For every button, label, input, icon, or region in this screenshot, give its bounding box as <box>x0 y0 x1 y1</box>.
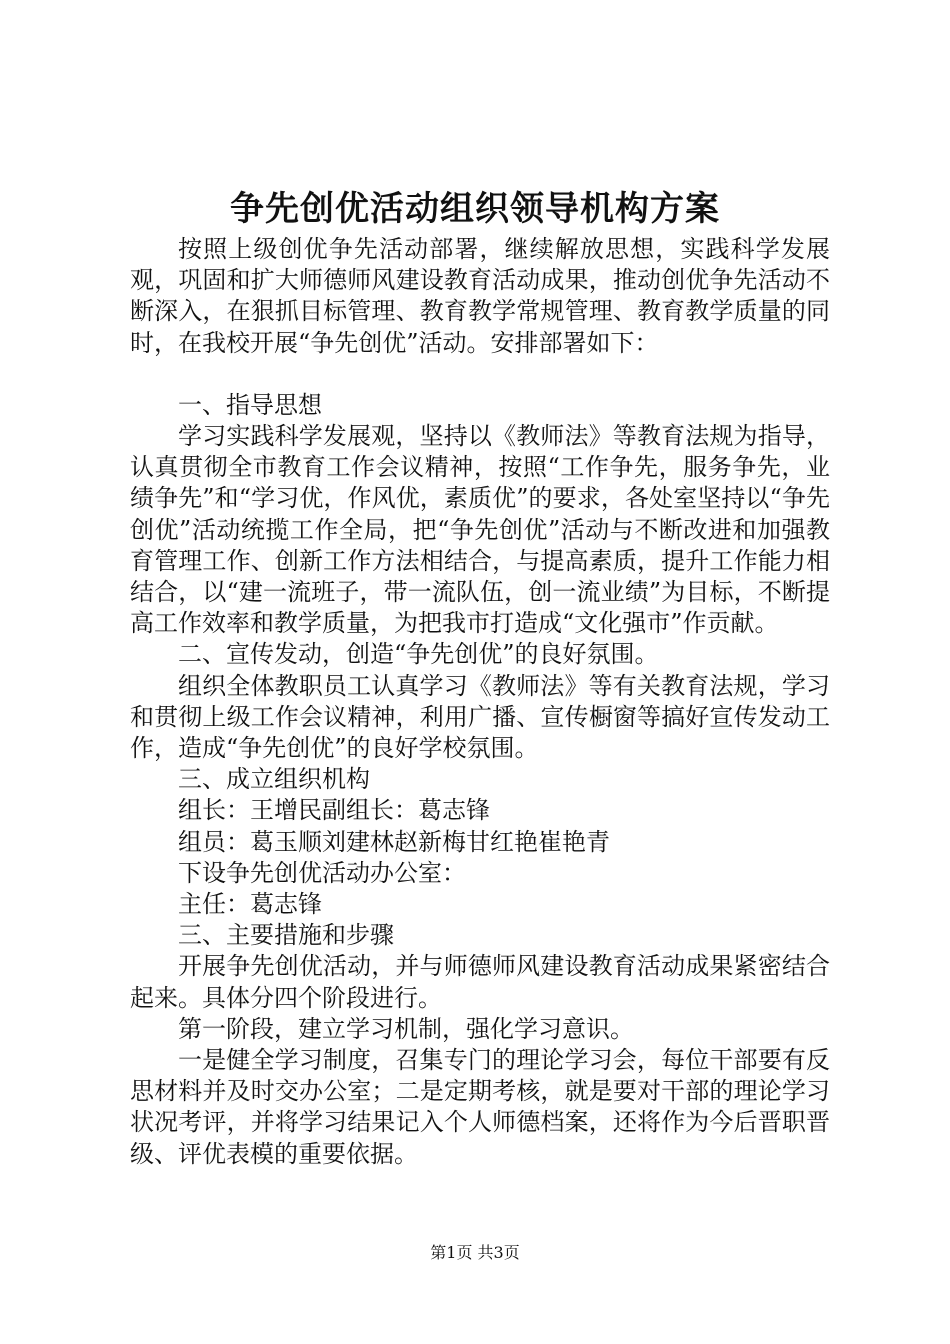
section-heading-publicity: 二、宣传发动，创造“争先创优”的良好氛围。 <box>178 640 659 669</box>
document-title: 争先创优活动组织领导机构方案 <box>230 189 720 229</box>
stage-one-paragraph: 一是健全学习制度，召集专门的理论学习会，每位干部要有反思材料并及时交办公室；二是定期考核，就是要对干部的理论学习状况考评，并将学习结果记入个人师德档案，还将作为今后晋职晋级、评优表模的重要依据。 <box>130 1046 830 1168</box>
section-heading-measures: 三、主要措施和步骤 <box>178 921 394 950</box>
group-members-line: 组员：葛玉顺刘建林赵新梅甘红艳崔艳青 <box>178 827 610 856</box>
publicity-paragraph: 组织全体教职员工认真学习《教师法》等有关教育法规，学习和贯彻上级工作会议精神，利用广播、宣传橱窗等搞好宣传发动工作，造成“争先创优”的良好学校氛围。 <box>130 671 830 763</box>
document-body <box>130 234 830 1170</box>
intro-paragraph: 按照上级创优争先活动部署，继续解放思想，实践科学发展观，巩固和扩大师德师风建设教育活动成果，推动创优争先活动不断深入，在狠抓目标管理、教育教学常规管理、教育教学质量的同时，在我校开展“争先创优”活动。安排部署如下： <box>130 235 830 357</box>
group-leaders-line: 组长：王增民副组长：葛志锋 <box>178 796 490 825</box>
stage-one-heading: 第一阶段，建立学习机制，强化学习意识。 <box>178 1014 634 1043</box>
page-footer: 第1页 共3页 <box>430 1243 520 1262</box>
director-line: 主任：葛志锋 <box>178 890 322 919</box>
guiding-thought-paragraph: 学习实践科学发展观，坚持以《教师法》等教育法规为指导，认真贯彻全市教育工作会议精神，按照“工作争先，服务争先，业绩争先”和“学习优，作风优，素质优”的要求，各处室坚持以“争先创优”活动统揽工作全局，把“争先创优”活动与不断改进和加强教育管理工作、创新工作方法相结合，与提高素质，提升工作能力相结合，以“建一流班子，带一流队伍，创一流业绩”为目标，不断提高工作效率和教学质量，为把我市打造成“文化强市”作贡献。 <box>130 422 830 638</box>
measures-paragraph: 开展争先创优活动，并与师德师风建设教育活动成果紧密结合起来。具体分四个阶段进行。 <box>130 952 830 1012</box>
section-heading-guiding-thought: 一、指导思想 <box>178 390 322 419</box>
section-heading-organization: 三、成立组织机构 <box>178 765 370 794</box>
office-line: 下设争先创优活动办公室： <box>178 858 466 887</box>
